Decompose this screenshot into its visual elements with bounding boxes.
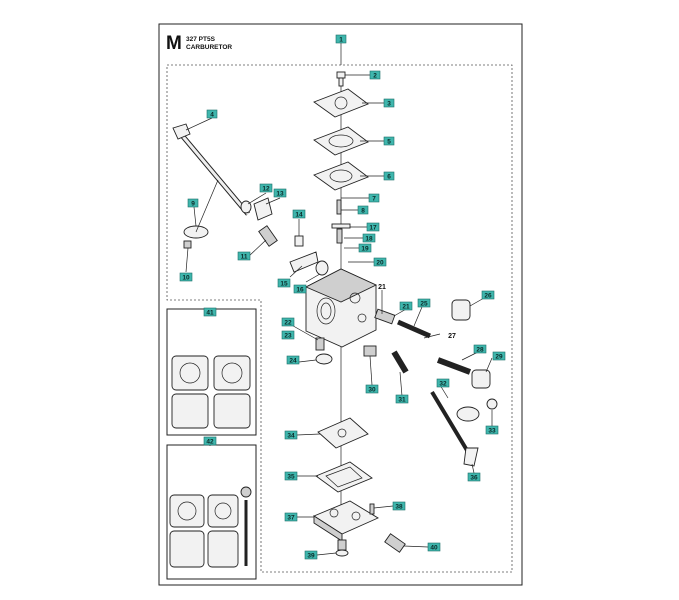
svg-text:39: 39 (307, 552, 315, 560)
svg-text:18: 18 (365, 235, 373, 243)
svg-text:28: 28 (476, 346, 484, 354)
filter-24 (316, 354, 332, 364)
callout-7 (369, 194, 379, 203)
callout-2 (370, 71, 380, 80)
svg-text:32: 32 (439, 380, 447, 388)
callout-29 (493, 352, 505, 361)
svg-text:30: 30 (368, 386, 376, 394)
callout-37 (285, 513, 297, 522)
callout-28 (474, 345, 486, 354)
callout-22 (282, 318, 294, 327)
callout-15 (278, 279, 290, 288)
callout-4 (207, 110, 217, 119)
svg-text:26: 26 (484, 292, 492, 300)
callout-21 (400, 302, 412, 311)
callout-8 (358, 206, 368, 215)
carburetor-body (306, 269, 376, 347)
model-name: 327 PT5S (186, 36, 215, 43)
lever-17 (332, 224, 350, 243)
svg-text:13: 13 (276, 190, 284, 198)
gasket-35 (316, 462, 372, 492)
gasket-6 (314, 162, 368, 190)
callout-35 (285, 472, 297, 481)
callout-12 (260, 184, 272, 193)
svg-text:17: 17 (369, 224, 377, 232)
svg-text:4: 4 (210, 111, 214, 119)
callout-23 (282, 331, 294, 340)
callout-18 (363, 234, 375, 243)
svg-text:11: 11 (240, 253, 248, 261)
callout-25a (418, 299, 430, 308)
callout-9 (188, 199, 198, 208)
callout-11 (238, 252, 250, 261)
diaphragm-5 (314, 127, 368, 155)
callout-10 (180, 273, 192, 282)
svg-text:24: 24 (289, 357, 297, 365)
callout-33 (486, 426, 498, 435)
svg-text:42: 42 (206, 438, 214, 446)
kit-42-contents (170, 487, 251, 567)
screw-10 (184, 241, 191, 248)
callout-27: 27 (448, 333, 456, 340)
callout-19 (359, 244, 371, 253)
cover-plate-3 (314, 89, 368, 117)
svg-text:33: 33 (488, 427, 496, 435)
svg-text:37: 37 (287, 514, 295, 522)
callout-17 (367, 223, 379, 232)
svg-text:6: 6 (387, 173, 391, 181)
svg-text:35: 35 (287, 473, 295, 481)
svg-text:7: 7 (372, 195, 376, 203)
svg-text:16: 16 (296, 286, 304, 294)
svg-text:9: 9 (191, 200, 195, 208)
svg-text:25: 25 (420, 300, 428, 308)
throttle-shaft-4 (173, 124, 248, 214)
callout-40 (428, 543, 440, 552)
valve-9 (184, 180, 218, 238)
svg-text:2: 2 (373, 72, 377, 80)
callout-31 (396, 395, 408, 404)
diaphragm-34 (318, 418, 368, 448)
svg-text:34: 34 (287, 432, 295, 440)
washer-33 (487, 399, 497, 409)
callout-1 (336, 35, 346, 44)
svg-text:19: 19 (361, 245, 369, 253)
stop-14 (295, 236, 303, 246)
lever-36 (464, 448, 478, 466)
svg-text:38: 38 (395, 503, 403, 511)
svg-text:20: 20 (376, 259, 384, 267)
svg-text:29: 29 (495, 353, 503, 361)
needle-valve-32 (432, 392, 479, 452)
adjust-needle-25a (398, 322, 430, 336)
spring-28 (438, 360, 470, 372)
spring-31 (394, 352, 406, 372)
svg-text:3: 3 (387, 100, 391, 108)
callout-32 (437, 379, 449, 388)
clip-15 (290, 252, 318, 272)
section-letter: M (166, 33, 182, 54)
screw-39 (336, 540, 348, 556)
callout-38 (393, 502, 405, 511)
spring-11 (259, 226, 278, 246)
bushing-16 (316, 261, 328, 275)
kit-41-contents (172, 356, 250, 428)
callout-26 (482, 291, 494, 300)
pump-cover-37 (314, 501, 378, 541)
nipple-40 (385, 534, 405, 553)
svg-text:1: 1 (339, 36, 343, 44)
callout-39 (305, 551, 317, 560)
callout-20 (374, 258, 386, 267)
callout-41 (204, 308, 216, 317)
callout-6 (384, 172, 394, 181)
callout-14 (293, 210, 305, 219)
svg-text:36: 36 (470, 474, 478, 482)
lever-13 (254, 198, 272, 220)
callout-13 (274, 189, 286, 198)
svg-text:31: 31 (398, 396, 406, 404)
svg-text:21: 21 (402, 303, 410, 311)
callout-5 (384, 137, 394, 146)
callout-24 (287, 356, 299, 365)
screw-38 (370, 504, 374, 514)
callout-36 (468, 473, 480, 482)
nut-30 (364, 346, 376, 356)
svg-text:14: 14 (295, 211, 303, 219)
callout-30 (366, 385, 378, 394)
screw-2 (337, 72, 345, 86)
adjust-screw-21 (375, 309, 395, 324)
callout-16 (294, 285, 306, 294)
svg-text:40: 40 (430, 544, 438, 552)
svg-text:5: 5 (387, 138, 391, 146)
svg-text:12: 12 (262, 185, 270, 193)
cap-29 (472, 370, 490, 388)
callout-21-plain: 21 (378, 284, 386, 291)
svg-text:8: 8 (361, 207, 365, 215)
svg-text:23: 23 (284, 332, 292, 340)
svg-text:22: 22 (284, 319, 292, 327)
callout-42 (204, 437, 216, 446)
svg-text:15: 15 (280, 280, 288, 288)
diagram-title: CARBURETOR (186, 44, 233, 51)
callout-34 (285, 431, 297, 440)
svg-text:41: 41 (206, 309, 214, 317)
needle-7 (337, 200, 341, 214)
cap-26 (452, 300, 470, 320)
callout-3 (384, 99, 394, 108)
svg-text:10: 10 (182, 274, 190, 282)
